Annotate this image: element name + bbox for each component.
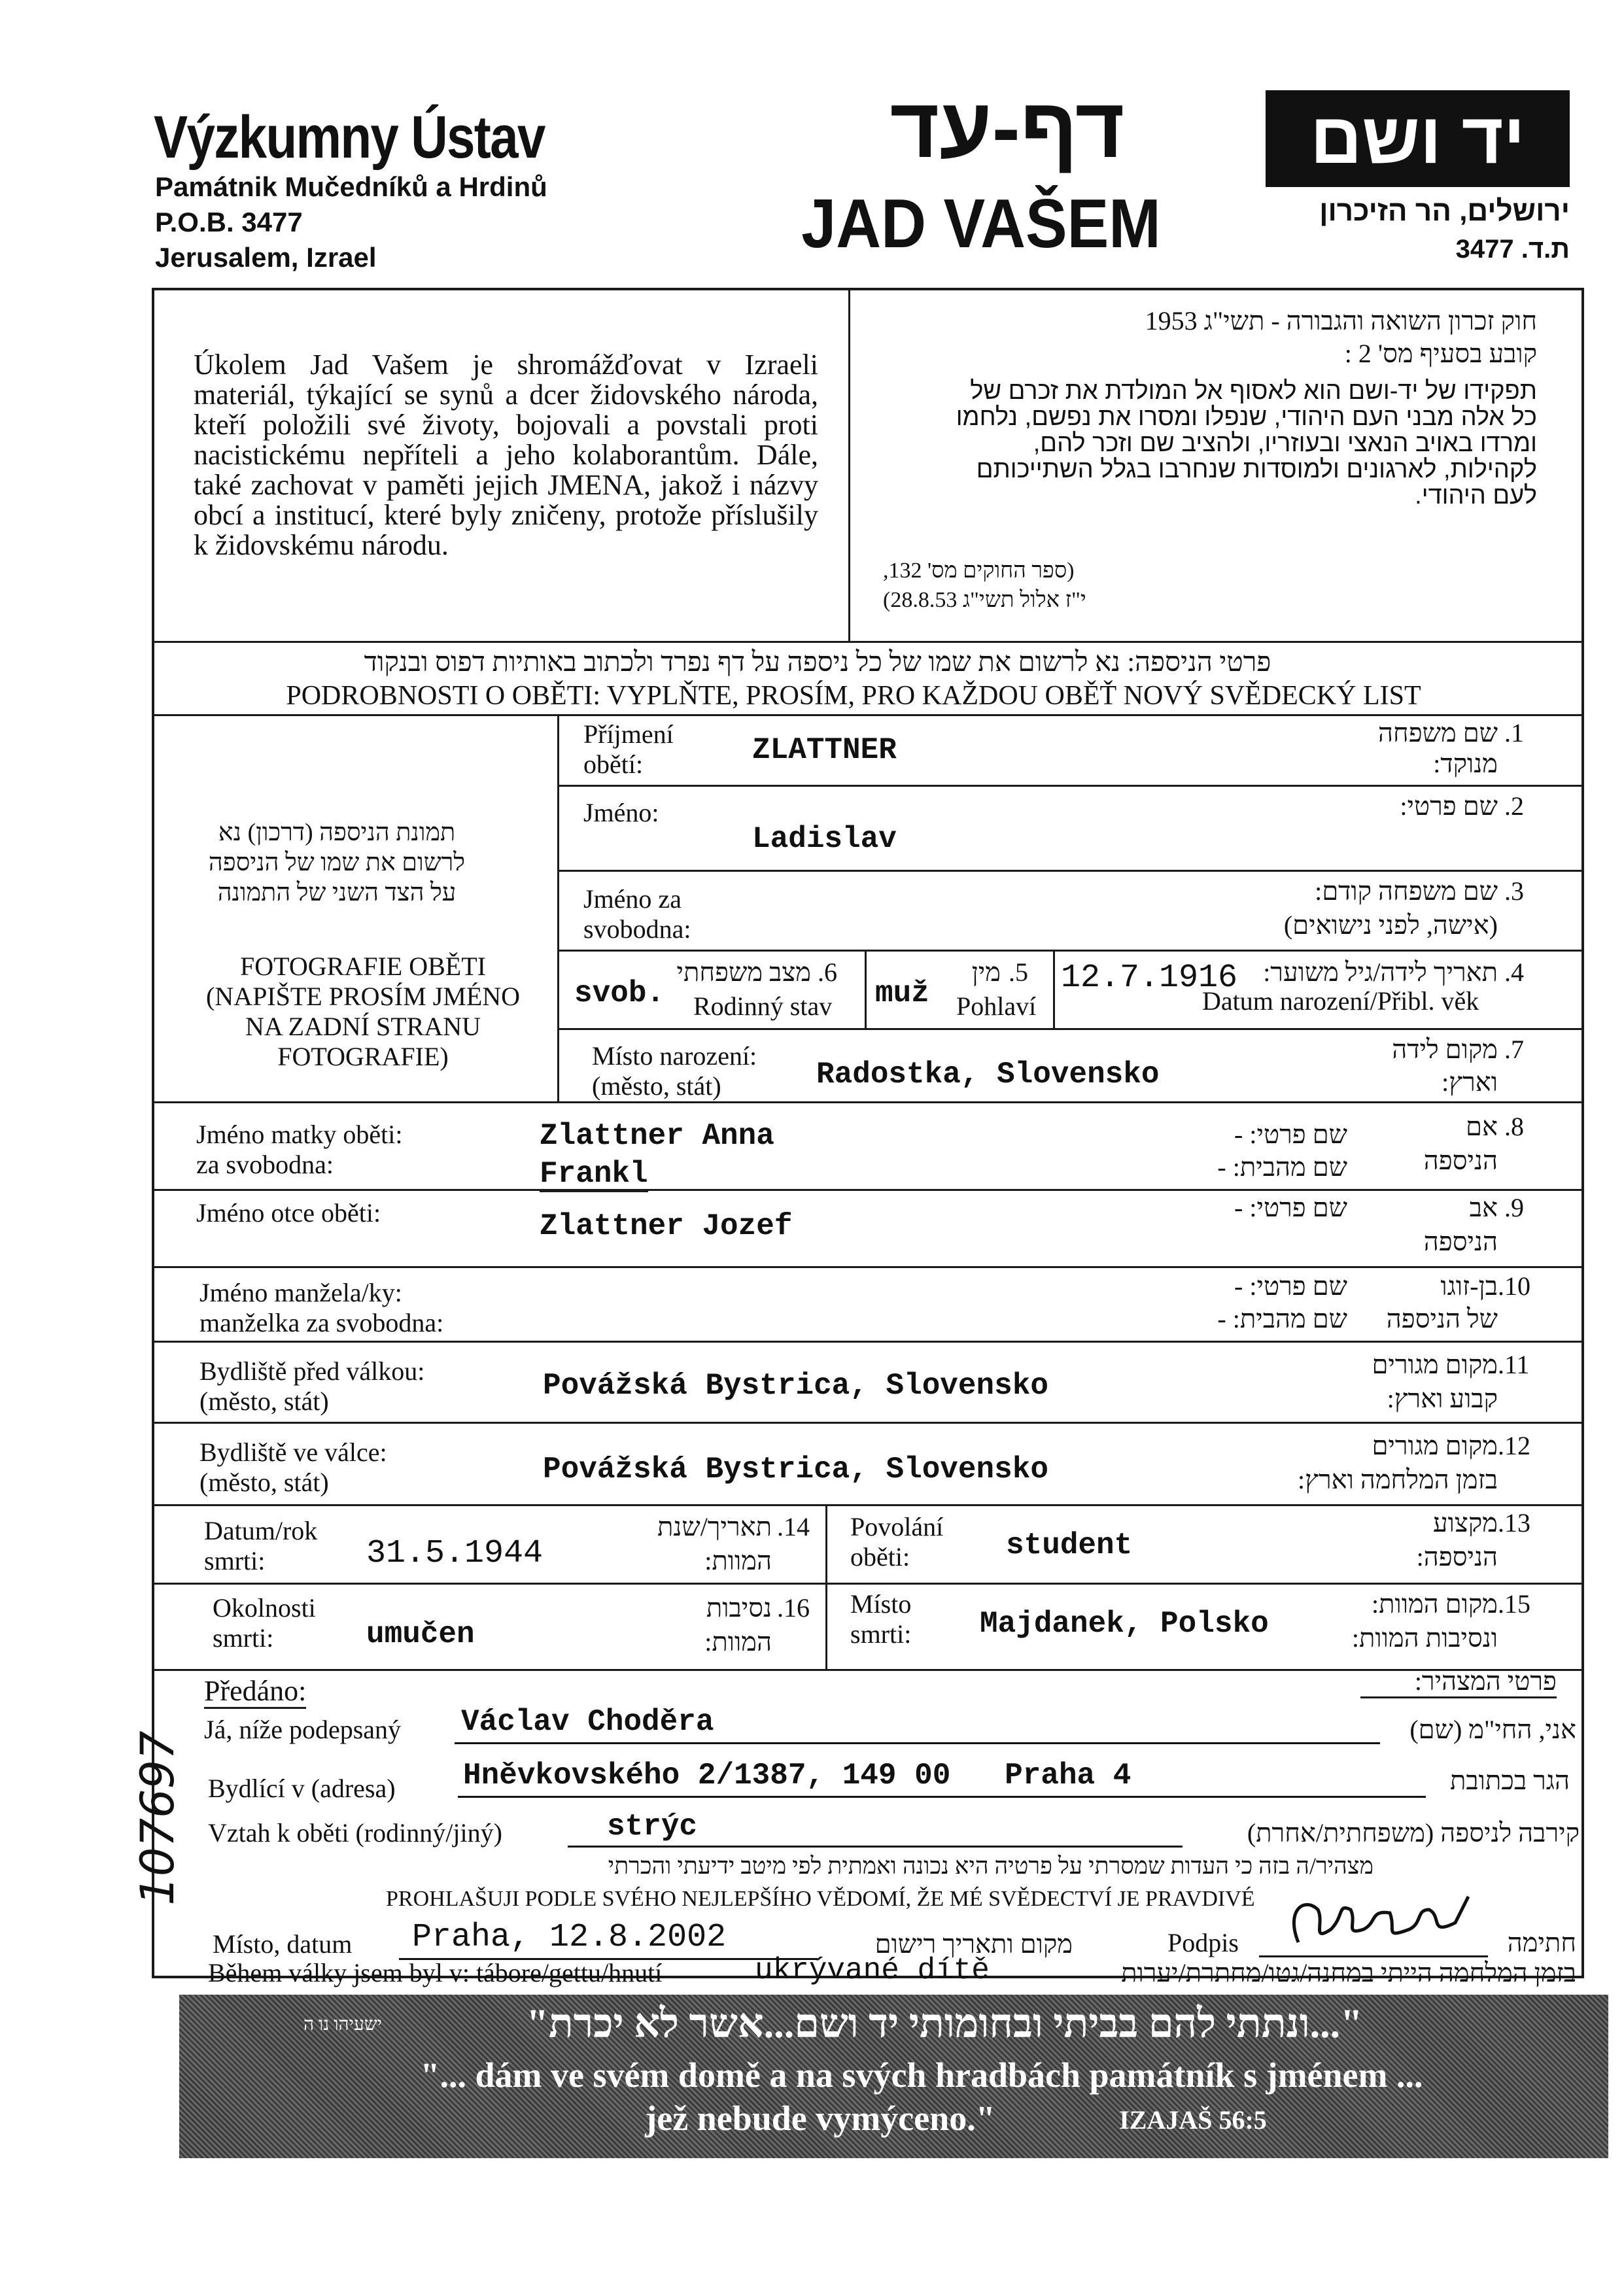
f10-num: .10 [1498,1271,1530,1301]
name-value: Václav Choděra [461,1705,714,1739]
f8-label-he2: הניספה [1423,1146,1498,1175]
f7-label-cz2: (město, stát) [592,1071,721,1101]
f11-label-he1: מקום מגורים [1372,1350,1498,1379]
f6-num: .6 [818,957,837,987]
banner-ref: IZAJAŠ 56:5 [1119,2105,1267,2135]
f8-value2[interactable]: Frankl [540,1157,648,1191]
intro-bottom-line [152,641,1584,643]
f5-f4-divider [1053,950,1055,1028]
f12-line [152,1504,1584,1506]
f15-label-cz2: smrti: [850,1619,912,1649]
institute-line3: Jerusalem, Izrael [155,242,377,273]
f6-value[interactable]: svob. [574,976,665,1010]
f4-value[interactable]: 12.7.1916 [1061,959,1238,997]
f7-label-he2: וארץ: [1442,1067,1498,1097]
f7-label-cz1: Místo narození: [592,1041,757,1071]
declaration-he: מצהיר/ה בזה כי העדות שמסרתי על פרטיה היא נכונה ואמתית לפי מיטב ידיעתי והכרתי [608,1853,1373,1879]
intro-hebrew-ref2: י"ז אלול תשי"ג 28.8.53) [883,588,1086,612]
f3-label-he1: שם משפחה קודם: [1315,876,1498,906]
f12-value[interactable]: Povážská Bystrica, Slovensko [543,1453,1048,1487]
name-label-he: אני, החי"מ (שם) [1409,1715,1576,1744]
f456-line [557,1028,1584,1030]
institute-line2: P.O.B. 3477 [155,207,303,237]
f14-num: .14 [777,1512,810,1541]
f8-value1[interactable]: Zlattner Anna [540,1119,774,1153]
intro-divider [848,288,850,641]
f4-label-he: תאריך לידה/גיל משוער: [1263,957,1498,987]
photo-divider [557,714,559,1101]
quote-banner [179,1995,1608,2158]
f8-sub-he2: שם מהבית: - [1217,1152,1347,1182]
f1-label-cz: Příjmení obětí: [583,719,674,779]
f1-label-he2: מנוקד: [1433,749,1498,778]
f14-label-cz1: Datum/rok [204,1516,318,1545]
f3-num: .3 [1504,876,1524,906]
f10-label-cz1: Jméno manžela/ky: [199,1278,402,1307]
intro-hebrew-law2: קובע בסעיף מס' 2 : [1344,339,1537,368]
logo [1266,90,1570,187]
f1-line [557,785,1584,787]
f2-line [557,870,1584,872]
f12-label-he2: בזמן המלחמה וארץ: [1298,1465,1498,1494]
banner-czech2: jež nebude vymýceno." [645,2099,995,2138]
f9-value[interactable]: Zlattner Jozef [540,1209,793,1243]
f5-num: .5 [1009,957,1028,987]
intro-hebrew-law1: חוק זכרון השואה והגבורה - תשי"ג 1953 [1145,306,1537,335]
f9-line [152,1266,1584,1268]
signature-field[interactable] [1259,1910,1488,1957]
f12-label-he1: מקום מגורים [1372,1431,1498,1460]
f1314-line [152,1583,1584,1585]
f5-value[interactable]: muž [875,976,929,1010]
name-field[interactable] [455,1700,1380,1744]
f13-label-he2: הניספה: [1416,1542,1498,1572]
instructions-czech: PODROBNOSTI O OBĚTI: VYPLŇTE, PROSÍM, PRO KAŽDOU OBĚŤ NOVÝ SVĚDECKÝ LIST [286,681,1421,711]
f14-value[interactable]: 31.5.1944 [366,1535,544,1572]
f16-value[interactable]: umučen [366,1617,475,1651]
submitter-title-cz: Předáno: [204,1676,306,1709]
f16-num: .16 [777,1593,810,1623]
institute-title: Výzkumny Ústav [154,104,545,171]
f7-num: .7 [1504,1035,1524,1064]
camp-label-cz: Během války jsem byl v: tábore/gettu/hnutí [208,1958,663,1987]
f10-line [152,1341,1584,1343]
f9-num: .9 [1504,1193,1524,1222]
f3-label-he2: (אישה, לפני נישואים) [1283,910,1498,940]
sign-label-he: חתימה [1507,1928,1576,1957]
addr-label-cz: Bydlící v (adresa) [208,1774,396,1803]
f16-label-cz2: smrti: [213,1623,274,1653]
f11-line [152,1422,1584,1424]
rel-value: strýc [607,1810,698,1844]
f11-value[interactable]: Povážská Bystrica, Slovensko [543,1369,1048,1403]
f2-num: .2 [1504,791,1524,821]
addr-label-he: הגר בכתובת [1450,1766,1570,1795]
f2-value[interactable]: Ladislav [752,822,897,856]
f7-label-he1: מקום לידה [1392,1035,1498,1064]
signature-mark [1259,1883,1488,1949]
instructions-line [152,714,1584,716]
f11-label-he2: קבוע וארץ: [1387,1384,1498,1413]
place-value: Praha, 12.8.2002 [412,1919,727,1956]
f8-label-he1: אם [1466,1112,1498,1141]
logo-sub1: ירושלים, הר הזיכרון [1319,195,1570,227]
f15-label-he1: מקום המוות: [1371,1589,1498,1619]
submitter-title-he: פרטי המצהיר: [1360,1666,1557,1698]
f1-num: .1 [1504,718,1524,748]
margin-number: 107697 [131,1730,184,1906]
f13-value[interactable]: student [1006,1528,1133,1562]
f10-label-he1: בן-זוגו [1440,1271,1498,1301]
f10-sub-he2: שם מהבית: - [1217,1304,1347,1333]
rel-label-he: קירבה לניספה (משפחתית/אחרת) [1247,1818,1580,1848]
banner-hebrew-ref: ישעיהו נו ה [303,2014,382,2035]
f15-label-he2: ונסיבות המוות: [1351,1623,1498,1653]
f1-value[interactable]: ZLATTNER [752,733,897,767]
name-label-cz: Já, níže podepsaný [204,1715,402,1744]
f4-label-cz: Datum narození/Přibl. věk [1202,986,1479,1016]
f12-label-cz2: (město, stát) [199,1468,329,1497]
place-label-cz: Místo, datum [213,1929,353,1959]
f12-num: .12 [1498,1431,1530,1460]
f13-label-cz1: Povolání [850,1512,944,1541]
f14-label-he2: המוות: [704,1546,772,1575]
institute-line1: Památnik Mučedníků a Hrdinů [155,171,547,202]
intro-hebrew-ref1: (ספר החוקים מס' 132, [883,559,1075,583]
logo-text: יד ושם [1310,98,1525,179]
f11-label-cz1: Bydliště před válkou: [199,1356,425,1386]
f16-label-he1: נסיבות [706,1593,772,1623]
f11-num: .11 [1498,1350,1530,1379]
f15-label-cz1: Místo [850,1589,912,1619]
f6-f5-divider [865,950,867,1028]
f2-label-he: שם פרטי: [1400,791,1498,821]
f11-label-cz2: (město, stát) [199,1386,329,1416]
f14-label-cz2: smrti: [204,1546,266,1575]
f6-label-cz: Rodinný stav [693,991,833,1021]
center-title: JAD VAŠEM [801,185,1161,262]
f9-label-he1: אב [1469,1193,1498,1222]
f2-label-cz: Jméno: [583,798,659,827]
f8-num: .8 [1504,1112,1524,1141]
sign-label-cz: Podpis [1167,1928,1239,1957]
place-label-he: מקום ותאריך רישום [874,1929,1073,1959]
camp-label-he: בזמן המלחמה הייתי במחנה/גטו/מחתרת/יערות [1121,1958,1576,1987]
rel-label-cz: Vztah k oběti (rodinný/jiný) [208,1818,502,1848]
f14-f13-divider [825,1504,827,1669]
f9-sub-he: שם פרטי: - [1234,1193,1347,1222]
camp-value: ukrývané dítě [755,1953,990,1987]
f1-label-he1: שם משפחה [1378,718,1498,748]
f12-label-cz1: Bydliště ve válce: [199,1437,387,1467]
rel-field[interactable] [568,1802,1183,1848]
f5-label-cz: Pohlaví [956,991,1037,1021]
intro-hebrew-text: תפקידו של יד-ושם הוא לאסוף אל המולדת את זכרם של כל אלה מבני העם היהודי, שנפלו ומסרו את נפשם, נלחמו ומרדו באויב הנאצי ובעוזריו, ולהציב שם וזכר להם, לקהילות, לארגונים ולמוסדות שנחרבו בגלל השתייכותם לעם היהודי. [956,377,1537,509]
f9-label-he2: הניספה [1423,1227,1498,1256]
f10-sub-he1: שם פרטי: - [1234,1271,1347,1301]
f15-value[interactable]: Majdanek, Polsko [980,1607,1269,1641]
camp-field[interactable] [752,1954,1014,1987]
photo-czech: FOTOGRAFIE OBĚTI (NAPIŠTE PROSÍM JMÉNO NA ZADNÍ STRANU FOTOGRAFIE) [205,952,521,1071]
instructions-hebrew: פרטי הניספה: נא לרשום את שמו של כל ניספה על דף נפרד ולכתוב באותיות דפוס ובנקוד [364,647,1271,678]
f16-label-he2: המוות: [704,1627,772,1657]
banner-czech1: "... dám ve svém domě a na svých hradbách památník s jménem ... [420,2055,1423,2095]
photo-hebrew: תמונת הניספה (דרכון) נא לרשום את שמו של הניספה על הצד השני של התמונה [208,819,466,906]
banner-hebrew: "...ונתתי להם בביתי ובחומותי יד ושם...אשר לא יכרת" [526,2002,1363,2046]
f5-label-he: מין [971,957,1001,987]
f3-line [557,950,1584,952]
logo-sub2: ת.ד. 3477 [1455,235,1570,264]
f3-label-cz1: Jméno za [583,884,682,914]
addr-field[interactable] [458,1751,1426,1798]
f8-label-cz2: za svobodna: [196,1150,334,1179]
f16-label-cz1: Okolnosti [213,1593,316,1623]
f8-sub-he1: שם פרטי: - [1234,1120,1347,1149]
f10-label-cz2: manželka za svobodna: [199,1308,444,1337]
intro-czech: Úkolem Jad Vašem je shromážďovat v Izraeli materiál, týkající se synů a dcer židovského národa, kteří položili své životy, bojovali a povstali proti nacistickému nepříteli a jeho kolaborantům. Dále, také zachovat v paměti jejich JMENA, jakož i názvy obcí a institucí, které byly zničeny, protože příslušily k židovskému národu. [194,349,818,561]
f9-label-cz: Jméno otce oběti: [196,1198,381,1228]
f14-label-he1: תאריך/שנת [657,1512,772,1541]
f15-num: .15 [1498,1589,1530,1619]
hebrew-title: דף-עד [890,80,1125,175]
f6-label-he: מצב משפחתי [676,957,811,987]
f7-value[interactable]: Radostka, Slovensko [816,1058,1160,1092]
f7-line [152,1101,1584,1103]
f8-label-cz1: Jméno matky oběti: [196,1120,403,1149]
f13-num: .13 [1498,1508,1530,1538]
f13-label-cz2: oběti: [850,1542,910,1572]
f10-label-he2: של הניספה [1386,1304,1498,1333]
f4-num: .4 [1504,957,1524,987]
addr-value: Hněvkovského 2/1387, 149 00 Praha 4 [463,1759,1132,1793]
f3-label-cz2: svobodna: [583,914,691,944]
declaration-cz: PROHLAŠUJI PODLE SVÉHO NEJLEPŠÍHO VĚDOMÍ, ŽE MÉ SVĚDECTVÍ JE PRAVDIVÉ [386,1887,1255,1911]
f13-label-he1: מקצוע [1433,1508,1498,1538]
f8-line [152,1189,1584,1191]
